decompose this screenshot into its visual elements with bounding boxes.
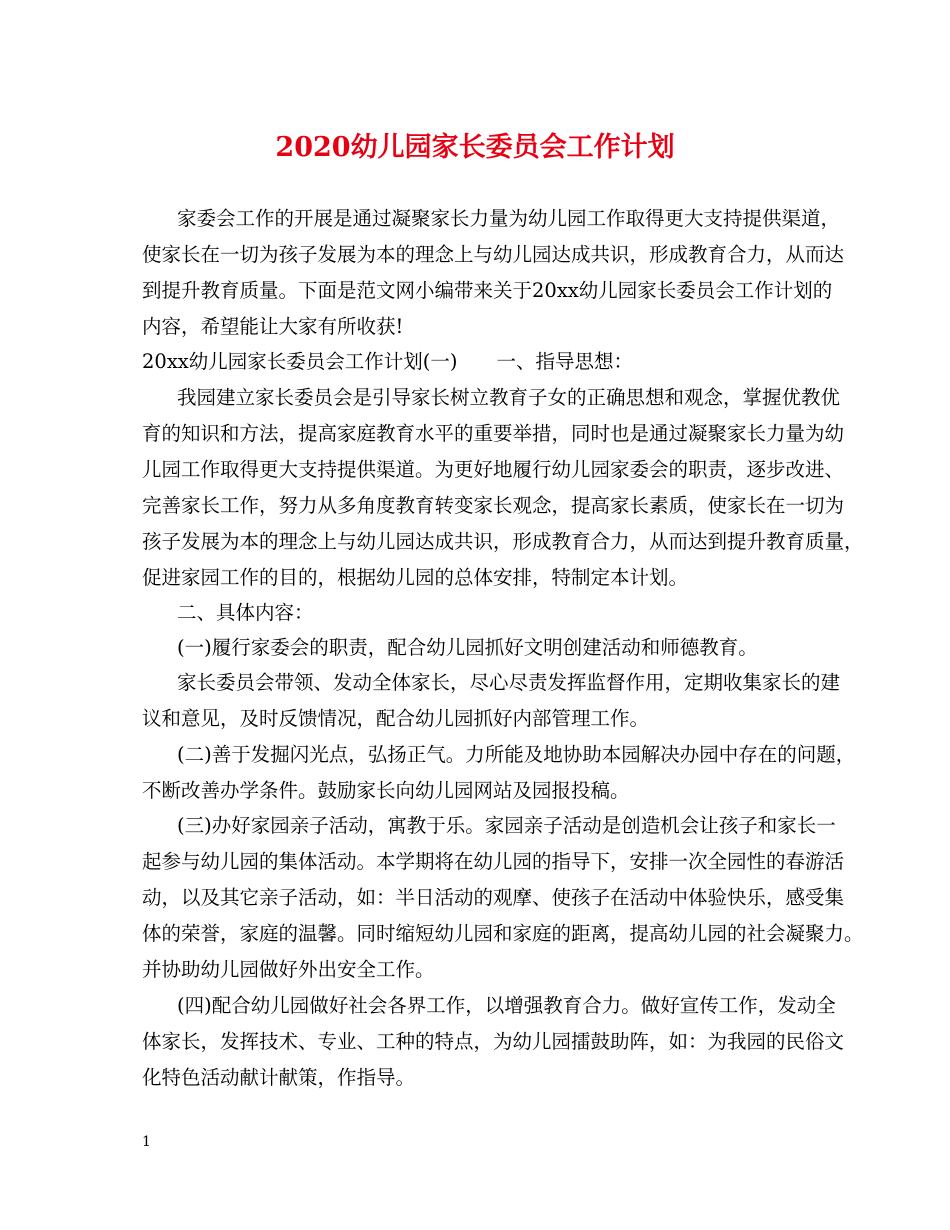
paragraph-line: (三)办好家园亲子活动，寓教于乐。家园亲子活动是创造机会让孩子和家长一 <box>177 814 836 837</box>
paragraph-line: 促进家园工作的目的，根据幼儿园的总体安排，特制定本计划。 <box>142 566 689 589</box>
paragraph-line: 动，以及其它亲子活动，如：半日活动的观摩、使孩子在活动中体验快乐，感受集 <box>142 886 845 909</box>
section-heading-line: 二、具体内容： <box>177 601 314 624</box>
paragraph-line: 议和意见，及时反馈情况，配合幼儿园抓好内部管理工作。 <box>142 707 650 730</box>
paragraph-line: 内容，希望能让大家有所收获! <box>142 315 404 338</box>
paragraph-line: 家委会工作的开展是通过凝聚家长力量为幼儿园工作取得更大支持提供渠道， <box>177 207 841 230</box>
paragraph-line: 体的荣誉，家庭的温馨。同时缩短幼儿园和家庭的距离，提高幼儿园的社会凝聚力。 <box>142 922 864 945</box>
paragraph-line: (四)配合幼儿园做好社会各界工作，以增强教育合力。做好宣传工作，发动全 <box>177 994 836 1017</box>
document-title: 2020幼儿园家长委员会工作计划 <box>275 132 675 163</box>
paragraph-line: 完善家长工作，努力从多角度教育转变家长观念，提高家长素质，使家长在一切为 <box>142 494 845 517</box>
page-number: 1 <box>142 1134 151 1150</box>
section-heading-line: 20xx幼儿园家长委员会工作计划(一) 一、指导思想： <box>142 350 634 373</box>
paragraph-line: 化特色活动献计献策，作指导。 <box>142 1066 416 1089</box>
paragraph-line: 孩子发展为本的理念上与幼儿园达成共识，形成教育合力，从而达到提升教育质量， <box>142 530 864 553</box>
paragraph-line: (二)善于发掘闪光点，弘扬正气。力所能及地协助本园解决办园中存在的问题， <box>177 743 856 766</box>
paragraph-line: 我园建立家长委员会是引导家长树立教育子女的正确思想和观念，掌握优教优 <box>177 386 841 409</box>
paragraph-line: 并协助幼儿园做好外出安全工作。 <box>142 958 435 981</box>
paragraph-line: 育的知识和方法，提高家庭教育水平的重要举措，同时也是通过凝聚家长力量为幼 <box>142 422 845 445</box>
paragraph-line: 使家长在一切为孩子发展为本的理念上与幼儿园达成共识，形成教育合力，从而达 <box>142 243 845 266</box>
paragraph-line: 体家长，发挥技术、专业、工种的特点，为幼儿园擂鼓助阵，如：为我园的民俗文 <box>142 1030 845 1053</box>
paragraph-line: 起参与幼儿园的集体活动。本学期将在幼儿园的指导下，安排一次全园性的春游活 <box>142 850 845 873</box>
paragraph-line: 不断改善办学条件。鼓励家长向幼儿园网站及园报投稿。 <box>142 779 630 802</box>
paragraph-line: (一)履行家委会的职责，配合幼儿园抓好文明创建活动和师德教育。 <box>177 636 758 659</box>
paragraph-line: 到提升教育质量。下面是范文网小编带来关于20xx幼儿园家长委员会工作计划的 <box>142 279 833 302</box>
paragraph-line: 儿园工作取得更大支持提供渠道。为更好地履行幼儿园家委会的职责，逐步改进、 <box>142 458 845 481</box>
paragraph-line: 家长委员会带领、发动全体家长，尽心尽责发挥监督作用，定期收集家长的建 <box>177 671 841 694</box>
